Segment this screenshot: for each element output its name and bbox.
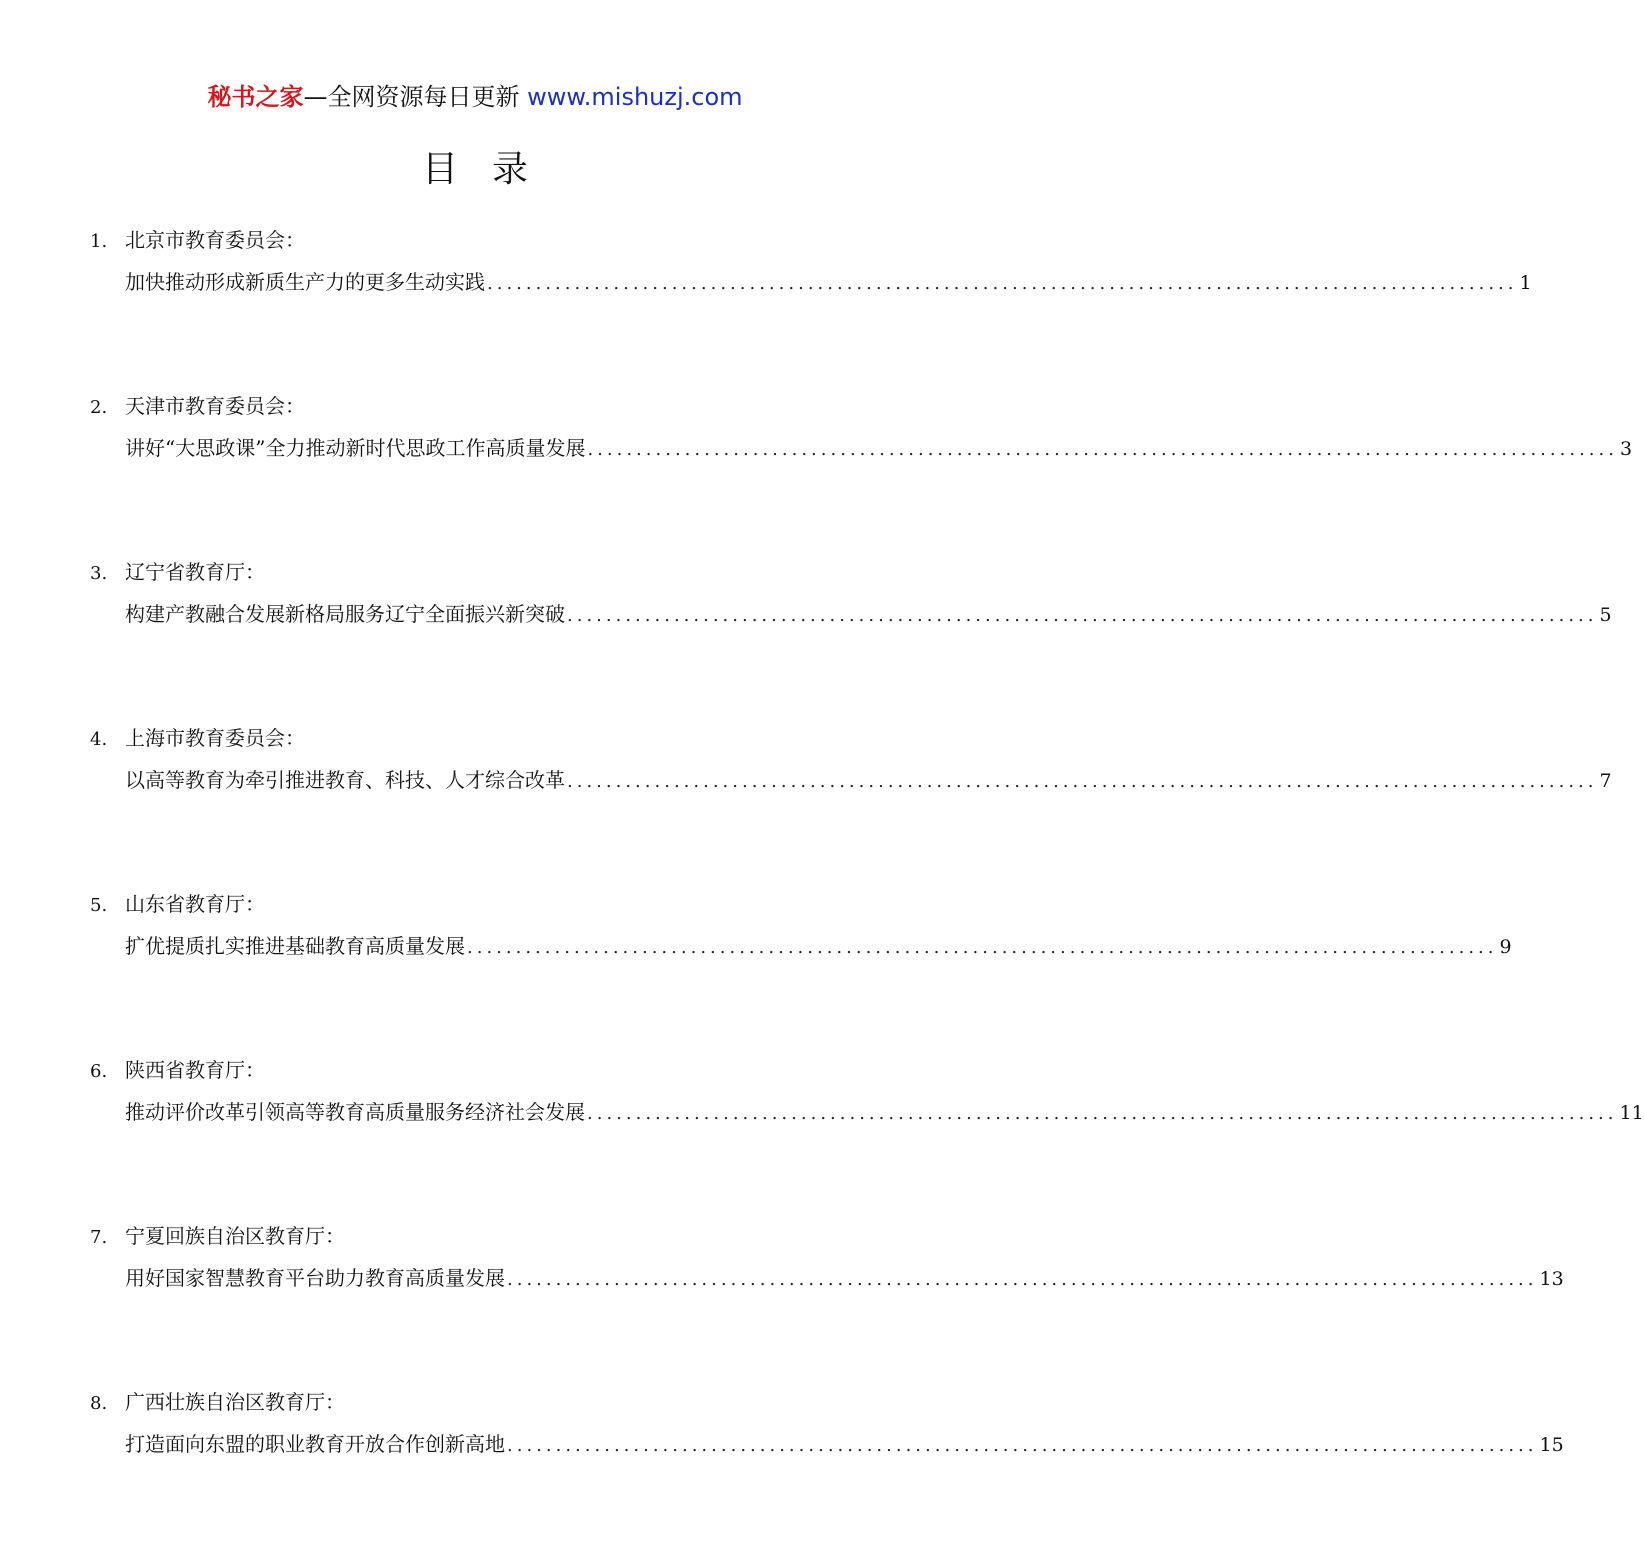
toc-entry-page: 11	[1619, 1102, 1644, 1124]
toc-entry-line[interactable]	[125, 1422, 1564, 1466]
toc-entry-org	[90, 1216, 345, 1256]
toc-entry-org-name: 辽宁省教育厅：	[125, 560, 265, 584]
toc-entry-org	[90, 1382, 345, 1422]
toc-entry-line[interactable]	[125, 426, 1633, 470]
toc-entry-title: 构建产教融合发展新格局服务辽宁全面振兴新突破	[125, 602, 565, 626]
toc-entry-number: 4.	[90, 729, 108, 750]
toc-entry-line[interactable]	[125, 260, 1532, 304]
toc-leader-dots: ..........................................................................................................	[567, 605, 1598, 626]
toc-leader-dots: ..........................................................................................................	[467, 937, 1498, 958]
toc-entry	[90, 884, 1512, 1050]
toc-leader-dots: ..........................................................................................................	[507, 1269, 1538, 1290]
toc-entry-title: 推动评价改革引领高等教育高质量服务经济社会发展	[125, 1100, 585, 1124]
toc-entry-line[interactable]	[125, 758, 1612, 802]
toc-entry	[90, 220, 1532, 386]
toc-entry-page: 7	[1599, 770, 1612, 792]
toc-heading: 目录	[421, 149, 562, 190]
toc-entry-page: 1	[1519, 272, 1532, 294]
toc-leader-dots: ..........................................................................................................	[567, 771, 1598, 792]
toc-entry-org-name: 北京市教育委员会：	[125, 228, 305, 252]
toc-entry	[90, 1050, 1644, 1216]
toc-entry-org-name: 上海市教育委员会：	[125, 726, 305, 750]
toc-leader-dots: ..........................................................................................................	[487, 273, 1518, 294]
toc-entry-org	[90, 884, 265, 924]
banner-url[interactable]: www.mishuzj.com	[527, 83, 743, 111]
toc-entry-line[interactable]	[125, 1090, 1644, 1134]
toc-entry-org	[90, 552, 265, 592]
toc-entry-title: 打造面向东盟的职业教育开放合作创新高地	[125, 1432, 505, 1456]
toc-leader-dots: ..........................................................................................................	[507, 1435, 1538, 1456]
toc-entry-page: 3	[1619, 438, 1633, 460]
toc-entry-org	[90, 1050, 265, 1090]
toc-entry-title: 讲好“大思政课”全力推动新时代思政工作高质量发展	[125, 436, 586, 460]
toc-entry-page: 13	[1539, 1268, 1564, 1290]
toc-entry	[90, 718, 1612, 884]
toc-entry-org-name: 天津市教育委员会：	[125, 394, 305, 418]
toc-entry-number: 1.	[90, 231, 108, 252]
toc-entry	[90, 1216, 1564, 1382]
site-banner	[0, 80, 950, 114]
toc-entry-title: 以高等教育为牵引推进教育、科技、人才综合改革	[125, 768, 565, 792]
toc-entry-title: 加快推动形成新质生产力的更多生动实践	[125, 270, 485, 294]
table-of-contents	[90, 220, 1644, 1548]
toc-entry-title: 用好国家智慧教育平台助力教育高质量发展	[125, 1266, 505, 1290]
toc-entry-org	[90, 220, 305, 260]
toc-entry-page: 15	[1539, 1434, 1564, 1456]
toc-entry-line[interactable]	[125, 1256, 1564, 1300]
banner-brand: 秘书之家	[207, 83, 304, 111]
toc-entry-page: 5	[1599, 604, 1612, 626]
toc-leader-dots: ..........................................................................................................	[587, 439, 1618, 460]
toc-entry-number: 3.	[90, 563, 108, 584]
toc-entry	[90, 1382, 1564, 1548]
banner-tagline: —全网资源每日更新	[303, 83, 528, 111]
toc-entry-number: 2.	[90, 397, 108, 418]
toc-entry-number: 6.	[90, 1061, 108, 1082]
toc-entry-page: 9	[1499, 936, 1512, 958]
toc-entry-number: 5.	[90, 895, 108, 916]
toc-entry-org	[90, 718, 305, 758]
toc-entry-org	[90, 386, 305, 426]
toc-entry	[90, 386, 1633, 552]
toc-entry-title: 扩优提质扎实推进基础教育高质量发展	[125, 934, 465, 958]
toc-entry-line[interactable]	[125, 592, 1612, 636]
toc-entry	[90, 552, 1612, 718]
toc-entry-number: 7.	[90, 1227, 108, 1248]
toc-entry-org-name: 山东省教育厅：	[125, 892, 265, 916]
toc-leader-dots: ..........................................................................................................	[587, 1103, 1618, 1124]
toc-entry-line[interactable]	[125, 924, 1512, 968]
toc-entry-number: 8.	[90, 1393, 108, 1414]
toc-entry-org-name: 宁夏回族自治区教育厅：	[125, 1224, 345, 1248]
toc-entry-org-name: 广西壮族自治区教育厅：	[125, 1390, 345, 1414]
toc-entry-org-name: 陕西省教育厅：	[125, 1058, 265, 1082]
